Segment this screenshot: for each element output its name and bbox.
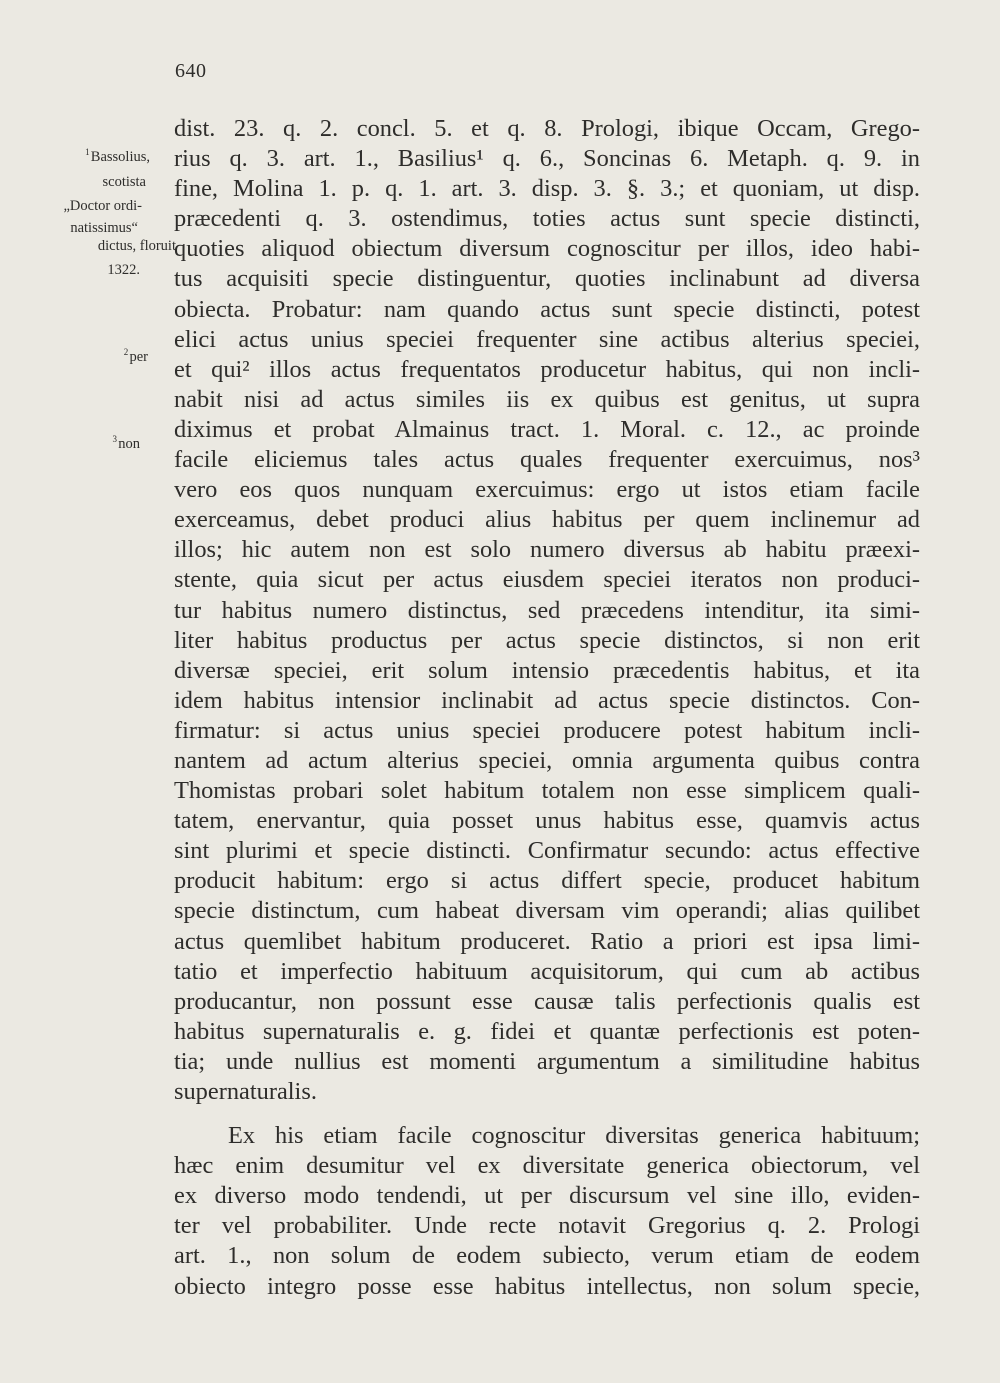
text-line: obiecto integro posse esse habitus intellectus, non solum specie, [174, 1272, 920, 1300]
margin-note-line [98, 234, 176, 259]
text-line: vero eos quos nunquam exercuimus: ergo ut istos etiam facile [174, 476, 920, 504]
footnote-marker: 1 [85, 147, 90, 158]
margin-notes [0, 0, 176, 1383]
text-line: tur habitus numero distinctus, sed præcedens intenditur, ita simi- [174, 596, 920, 624]
text-line: dist. 23. q. 2. concl. 5. et q. 8. Prologi, ibique Occam, Grego- [174, 115, 920, 142]
margin-note-1 [85, 145, 150, 170]
margin-note-3 [113, 432, 140, 457]
text-line: facile eliciemus tales actus quales frequenter exercuimus, nos³ [174, 446, 920, 474]
text-line: specie distinctum, cum habeat diversam vim operandi; alias quilibet [174, 897, 920, 925]
text-line: stente, quia sicut per actus eiusdem speciei iteratos non produci- [174, 566, 920, 594]
footnote-marker: 3 [112, 434, 118, 445]
text-line: tia; unde nullius est momenti argumentum a similitudine habitus [174, 1047, 920, 1075]
paragraph-first-line: Ex his etiam facile cognoscitur diversitas generica habituum; [228, 1122, 920, 1150]
text-line: diximus et probat Almainus tract. 1. Moral. c. 12., ac proinde [174, 415, 920, 443]
text-line: Thomistas probari solet habitum totalem non esse simplicem quali- [174, 777, 920, 805]
text-line: tatio et imperfectio habituum acquisitorum, qui cum ab actibus [174, 957, 920, 985]
margin-note-line [103, 170, 147, 195]
text-line: et qui² illos actus frequentatos producetur habitus, qui non incli- [174, 355, 920, 383]
text-line: liter habitus productus per actus specie distinctos, si non erit [174, 626, 920, 654]
text-line: exerceamus, debet produci alius habitus per quem inclinemur ad [174, 506, 920, 534]
margin-note-text: 1322. [107, 262, 140, 278]
text-line: elici actus unius speciei frequenter sine actibus alterius speciei, [174, 325, 920, 353]
text-line: præcedenti q. 3. ostendimus, toties actus sunt specie distincti, [174, 205, 920, 233]
margin-note-text: per [129, 349, 148, 365]
body-text [174, 114, 920, 1302]
text-line: tus acquisiti specie distinguentur, quoties inclinabunt ad diversa [174, 265, 920, 293]
text-line: ex diverso modo tendendi, ut per discursum vel sine illo, eviden- [174, 1182, 920, 1210]
text-line: tatem, enervantur, quia posset unus habitus esse, quamvis actus [174, 807, 920, 835]
text-line: illos; hic autem non est solo numero diversus ab habitu præexi- [174, 536, 920, 564]
margin-note-line [107, 258, 140, 283]
text-line: producit habitum: ergo si actus differt specie, producet habitum [174, 867, 920, 895]
text-line: art. 1., non solum de eodem subiecto, verum etiam de eodem [174, 1242, 920, 1270]
margin-note-2 [124, 345, 148, 370]
text-line: idem habitus intensior inclinabit ad actus specie distinctos. Con- [174, 686, 920, 714]
margin-note-text: natissimus“ [70, 220, 138, 236]
margin-note-text: dictus, floruit [97, 238, 176, 254]
margin-note-text: non [118, 436, 140, 452]
text-line: rius q. 3. art. 1., Basilius¹ q. 6., Soncinas 6. Metaph. q. 9. in [174, 145, 920, 173]
text-line: nantem ad actum alterius speciei, omnia argumenta quibus contra [174, 746, 920, 774]
text-line: hæc enim desumitur vel ex diversitate generica obiectorum, vel [174, 1152, 920, 1180]
text-line: actus quemlibet habitum produceret. Ratio a priori est ipsa limi- [174, 927, 920, 955]
text-line: diversæ speciei, erit solum intensio præcedentis habitus, et ita [174, 656, 920, 684]
margin-note-text: „Doctor ordi- [63, 198, 142, 214]
text-line: sint plurimi et specie distincti. Confirmatur secundo: actus effective [174, 837, 920, 865]
margin-note-text: Bassolius, [90, 149, 150, 165]
page-number: 640 [175, 60, 207, 82]
text-line: nabit nisi ad actus similes iis ex quibus est genitus, ut supra [174, 385, 920, 413]
text-line: ter vel probabiliter. Unde recte notavit Gregorius q. 2. Prologi [174, 1212, 920, 1240]
footnote-marker: 2 [123, 347, 129, 358]
text-line: producantur, non possunt esse causæ talis perfectionis qualis est [174, 987, 920, 1015]
text-line: quoties aliquod obiectum diversum cognoscitur per illos, ideo habi- [174, 235, 920, 263]
margin-note-text: scotista [102, 174, 146, 190]
text-line: habitus supernaturalis e. g. fidei et quantæ perfectionis est poten- [174, 1017, 920, 1045]
text-line: obiecta. Probatur: nam quando actus sunt specie distincti, potest [174, 295, 920, 323]
text-line: supernaturalis. [174, 1078, 317, 1105]
text-line: fine, Molina 1. p. q. 1. art. 3. disp. 3. §. 3.; et quoniam, ut disp. [174, 175, 920, 203]
text-line: firmatur: si actus unius speciei producere potest habitum incli- [174, 716, 920, 744]
